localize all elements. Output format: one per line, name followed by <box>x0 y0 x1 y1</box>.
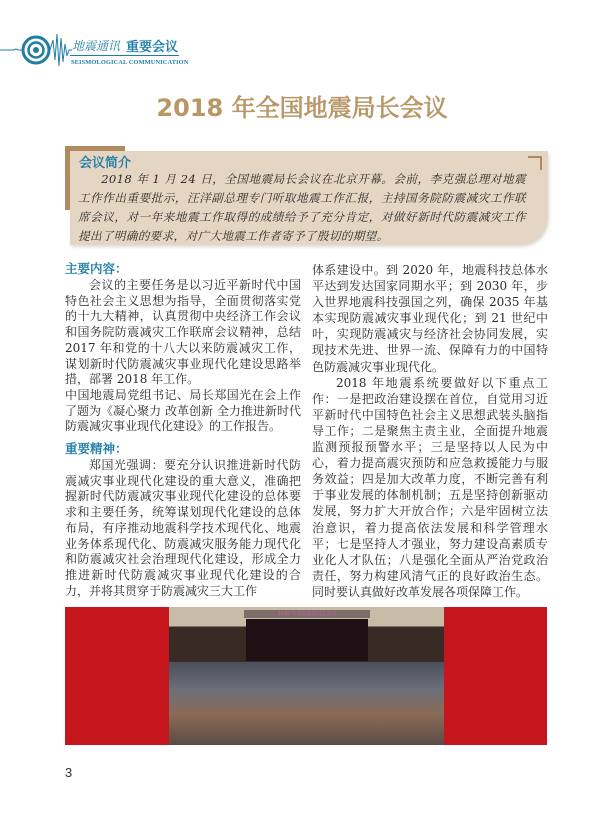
page-number: 3 <box>65 765 73 780</box>
stage <box>246 619 368 661</box>
right-column <box>312 262 548 600</box>
brand-name-english: SEISMOLOGICAL COMMUNICATION <box>71 59 189 66</box>
intro-text: 2018 年 1 月 24 日，全国地震局长会议在北京开幕。会前，李克强总理对地震工作作出重要批示，汪洋副总理专门听取地震工作汇报，主持国务院防震减灾工作联席会议，对一年来地震工作取得的成绩给予了充分肯定，对做好新时代防震减灾工作提出了明确的要求，对广大地震工作者寄予了殷切的期望。 <box>78 172 526 243</box>
corner-mark-icon <box>528 156 542 170</box>
paragraph: 体系建设中。到 2020 年，地震科技总体水平达到发达国家同期水平；到 2030 年，步入世界地震科技强国之列，确保 2035 年基本实现防震减灾事业现代化；到 21 世纪中叶，实现防震减灾与经济社会协同发展，实现技术先进、世界一流、保障有力的中国特色防震减灾事业现代化。 <box>312 263 548 374</box>
brand-name: 地震通讯 <box>72 39 121 53</box>
photo-banner: 2018 年全国地震局长会议 <box>244 610 370 618</box>
key-spirit-heading: 重要精神： <box>65 441 128 457</box>
intro-heading: 会议简介 <box>79 156 132 171</box>
section-label: 重要会议 <box>126 40 179 55</box>
header-divider <box>70 55 179 56</box>
paragraph: 2018 年地震系统要做好以下重点工作：一是把政治建设摆在首位，自觉用习近平新时代中国特色社会主义思想武装头脑指导工作；二是聚焦主责主业，全面提升地震监测预报预警水平；三是坚持以人民为中心，着力提高震灾预防和应急救援能力与服务效益；四是加大改革力度，不断完善有利于事业发展的体制机制；五是坚持创新驱动发展，努力扩大开放合作；六是牢固树立法治意识，着力提高依法发展和科学管理水平；七是坚持人才强业，努力建设高素质专业化人才队伍；八是强化全面从严治党政治责任，努力构建风清气正的良好政治生态。同时要认真做好改革发展各项保障工作。 <box>312 375 548 599</box>
left-column <box>65 260 301 599</box>
conference-photo <box>169 607 444 745</box>
paragraph: 郑国光强调：要充分认识推进新时代防震减灾事业现代化建设的重大意义，准确把握新时代防震减灾事业现代化建设的总体要求和主要任务，统筹谋划现代化建设的总体布局，有序推动地震科学技术现代化、地震业务体系现代化、防震减灾服务能力现代化和防震减灾社会治理现代化建设，形成全力推进新时代防震减灾事业现代化建设的合力，并将其贯穿于防震减灾三大工作 <box>65 458 301 598</box>
page-title: 2018 年全国地震局长会议 <box>156 94 448 122</box>
intro-accent-bar-top <box>65 146 125 151</box>
main-content-heading: 主要内容： <box>65 261 128 276</box>
paragraph: 会议的主要任务是以习近平新时代中国特色社会主义思想为指导，全面贯彻落实党的十九大精神，认真贯彻中央经济工作会议和国务院防震减灾工作联席会议精神，总结 2017 年和党的十八大以来防震减灾工作，谋划新时代防震减灾事业现代化建设思路举措，部署 2018 年工作。 <box>65 278 301 387</box>
paragraph: 中国地震局党组书记、局长郑国光在会上作了题为《凝心聚力 改革创新 全力推进新时代防震减灾事业现代化建设》的工作报告。 <box>65 387 301 434</box>
intro-accent-bar <box>65 146 70 210</box>
